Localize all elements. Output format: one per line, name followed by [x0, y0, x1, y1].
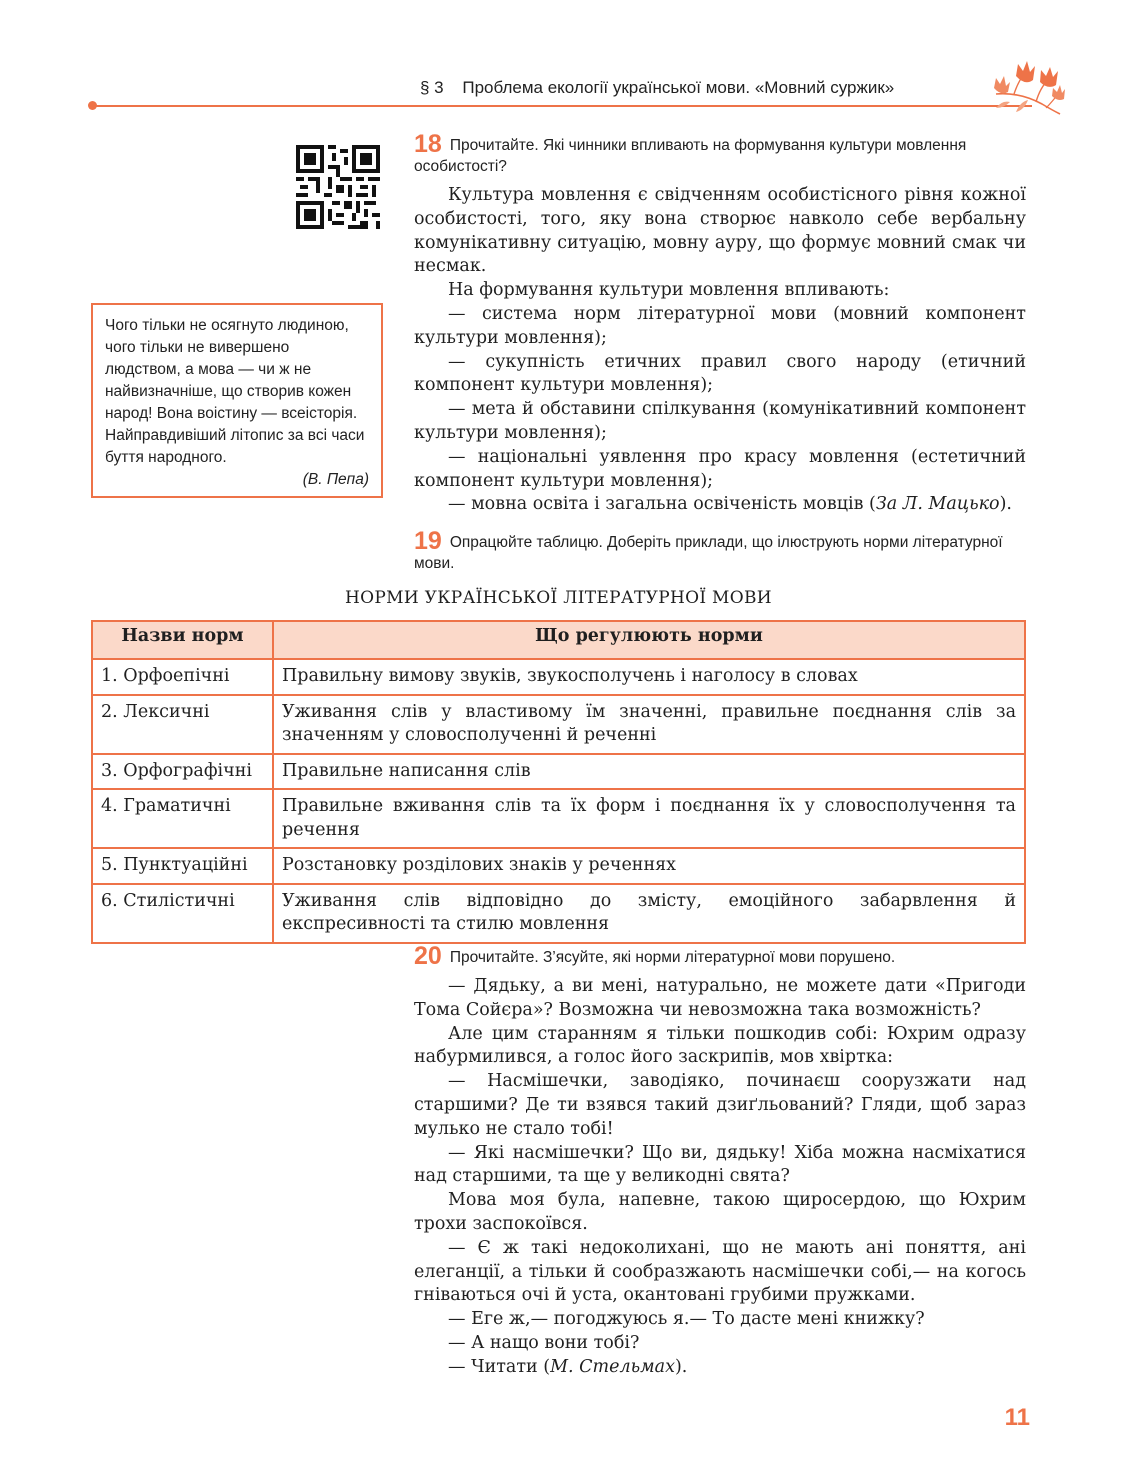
exercise-19-task — [414, 527, 1026, 574]
source-author: За Л. Мацько — [875, 494, 1000, 515]
exercise-task-text: Прочитайте. Які чинники впливають на формування культури мовлення особистості? — [414, 137, 967, 175]
norm-description: Правильне написання слів — [273, 754, 1025, 790]
exercise-task-text: Прочитайте. З’ясуйте, які норми літературної мови порушено. — [449, 949, 896, 966]
list-item: — національні уявлення про красу мовлення (естетичний компонент культури мовлення); — [414, 446, 1026, 491]
paragraph: Але цим старанням я тільки пошкодив собі: Юхрим одразу набурмилився, а голос його заскрипів, мов хвіртка: — [414, 1023, 1026, 1068]
norm-description: Уживання слів відповідно до змісту, емоційного забарвлення й експресивності та стилю мовлення — [273, 884, 1025, 943]
norm-name: 3. Орфографічні — [92, 754, 273, 790]
norms-table — [91, 620, 1026, 944]
paragraph: Мова моя була, напевне, такою щиросердою, що Юхрим трохи заспокоївся. — [414, 1190, 1026, 1234]
quote-text: Чого тільки не осягнуто людиною, чого тільки не вивершено людством, а мова — чи ж не найвизначніше, що створив кожен народ! Вона воістину — всеісторія. Найправдивіший літопис за всі часи буття народного. — [105, 317, 365, 466]
paragraph: — Які насмішечки? Що ви, дядьку! Хіба можна насміхатися над старшими, та ще у великодні свята? — [414, 1142, 1026, 1187]
paragraph: — Є ж такі недоколихані, що не мають ані поняття, ані елеганції, а тільки й сообразжають насмішечки собі,— на когось гніваються очі й уста, окантовані грубими пружками. — [414, 1237, 1026, 1306]
norm-name: 1. Орфоепічні — [92, 659, 273, 695]
column-header: Назви норм — [92, 621, 273, 659]
paragraph: — Дядьку, а ви мені, натурально, не можете дати «Пригоди Тома Сойєра»? Возможна чи невозможна така возможність? — [414, 976, 1026, 1020]
exercise-number: 18 — [414, 130, 442, 158]
exercise-18-task — [414, 130, 1026, 177]
list-item: — сукупність етичних правил свого народу (етичний компонент культури мовлення); — [414, 351, 1026, 396]
exercise-number: 20 — [414, 942, 442, 970]
section-title: Проблема екології української мови. «Мовний суржик» — [462, 78, 895, 97]
table-caption: НОРМИ УКРАЇНСЬКОЇ ЛІТЕРАТУРНОЇ МОВИ — [345, 588, 772, 608]
header-rule — [92, 105, 1032, 107]
exercise-18-text — [414, 184, 1026, 517]
column-header: Що регулюють норми — [273, 621, 1025, 659]
list-item: — мета й обставини спілкування (комунікативний компонент культури мовлення); — [414, 399, 1026, 443]
paragraph: Культура мовлення є свідченням особистісного рівня кожної особистості, того, яку вона створює навколо себе вербальну комунікативну ситуацію, мовну ауру, що формує мовний смак чи несмак. — [414, 185, 1026, 277]
paragraph: — А нащо вони тобі? — [448, 1332, 640, 1353]
table-row — [92, 884, 1025, 943]
exercise-task-text: Опрацюйте таблицю. Доберіть приклади, що ілюструють норми літературної мови. — [414, 534, 1003, 572]
norm-description: Правильну вимову звуків, звукосполучень і наголосу в словах — [273, 659, 1025, 695]
table-row — [92, 695, 1025, 754]
section-number: § 3 — [420, 78, 444, 97]
header-rule-dot — [88, 101, 97, 110]
table-row — [92, 789, 1025, 848]
norm-name: 4. Граматичні — [92, 789, 273, 848]
exercise-20-task — [414, 942, 1026, 970]
table-header-row — [92, 621, 1025, 659]
paragraph: На формування культури мовлення впливають: — [448, 280, 890, 301]
norm-name: 2. Лексичні — [92, 695, 273, 754]
list-item: — мовна освіта і загальна освіченість мовців (За Л. Мацько). — [448, 494, 1012, 515]
norm-name: 6. Стилістичні — [92, 884, 273, 943]
paragraph: — Читати (М. Стельмах). — [448, 1356, 688, 1377]
paragraph: — Еге ж,— погоджуюсь я.— То дасте мені книжку? — [448, 1309, 925, 1330]
table-row — [92, 659, 1025, 695]
table-row — [92, 754, 1025, 790]
norm-name: 5. Пунктуаційні — [92, 848, 273, 884]
source-author: М. Стельмах — [550, 1356, 675, 1377]
quote-box — [91, 303, 383, 498]
table-row — [92, 848, 1025, 884]
paragraph: — Насмішечки, заводіяко, починаєш соорузжати над старшими? Де ти взявся такий дзиґльований? Гляди, щоб зараз мулько не стало тобі! — [414, 1071, 1026, 1139]
norm-description: Правильне вживання слів та їх форм і поєднання їх у словосполучення та речення — [273, 789, 1025, 848]
list-item: — система норм літературної мови (мовний компонент культури мовлення); — [414, 303, 1026, 348]
quote-author-name: В. Пепа — [307, 471, 364, 488]
running-header — [420, 78, 980, 98]
quote-author: (В. Пепа) — [302, 471, 369, 488]
norm-description: Розстановку розділових знаків у реченнях — [273, 848, 1025, 884]
norm-description: Уживання слів у властивому їм значенні, правильне поєднання слів за значенням у словосполученні й реченні — [273, 695, 1025, 754]
exercise-20-text — [414, 975, 1026, 1380]
qr-code-icon — [296, 145, 380, 229]
tulip-ornament-icon — [990, 58, 1066, 116]
page-number: 11 — [1004, 1404, 1030, 1431]
exercise-number: 19 — [414, 527, 442, 555]
